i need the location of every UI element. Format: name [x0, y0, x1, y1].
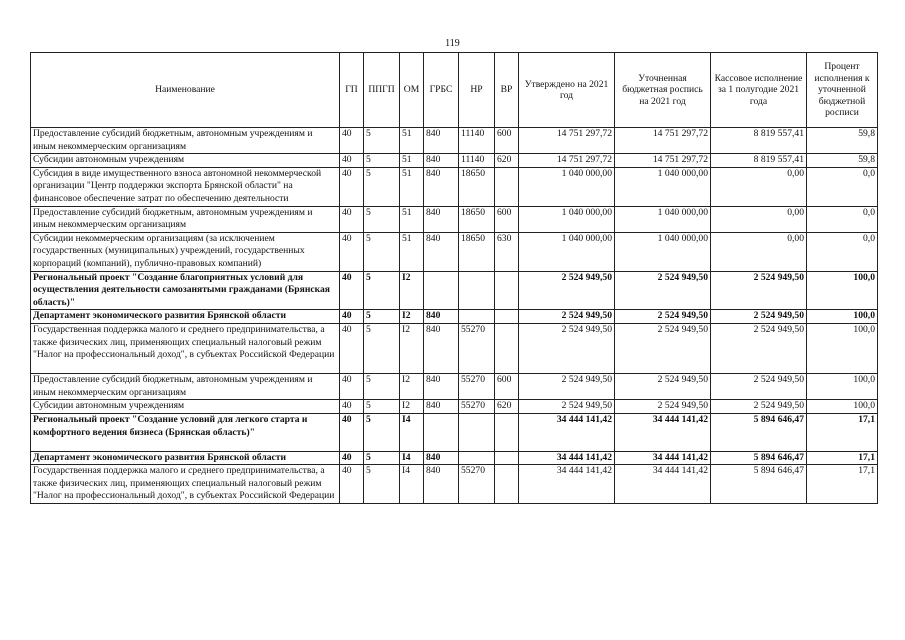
cell-ppgp: 5 — [364, 206, 400, 232]
cell-cash: 2 524 949,50 — [711, 323, 807, 361]
cell-grbs — [424, 413, 459, 439]
cell-ppgp: 5 — [364, 271, 400, 310]
cell-cash: 0,00 — [711, 167, 807, 206]
header-grbs: ГРБС — [424, 53, 459, 128]
cell-ppgp: 5 — [364, 374, 400, 400]
table-row — [31, 465, 878, 504]
cell-gp: 40 — [340, 154, 364, 168]
cell-refined: 34 444 141,42 — [615, 413, 711, 439]
cell-percent: 17,1 — [807, 413, 878, 439]
cell-vr — [495, 323, 519, 361]
table-row — [31, 374, 878, 400]
cell-gp: 40 — [340, 374, 364, 400]
header-approved: Утверждено на 2021 год — [519, 53, 615, 128]
cell-ppgp: 5 — [364, 451, 400, 465]
cell-name: Региональный проект "Создание благоприятных условий для осуществления деятельности самозанятыми гражданами (Брянская область)" — [31, 271, 340, 310]
table-row-spacer — [31, 362, 878, 374]
cell-vr: 630 — [495, 232, 519, 271]
cell-np: 55270 — [459, 374, 495, 400]
budget-execution-table — [30, 52, 878, 504]
cell-om: I2 — [400, 310, 424, 324]
cell-cash: 2 524 949,50 — [711, 271, 807, 310]
cell-approved: 2 524 949,50 — [519, 310, 615, 324]
cell-gp: 40 — [340, 167, 364, 206]
cell-approved: 34 444 141,42 — [519, 465, 615, 504]
cell-np: 11140 — [459, 128, 495, 154]
table-header-row — [31, 53, 878, 128]
cell-name: Государственная поддержка малого и среднего предпринимательства, а также физических лиц, применяющих специальный налоговый режим "Налог на профессиональный доход", в субъектах Российской Федерации — [31, 323, 340, 361]
cell-np: 18650 — [459, 167, 495, 206]
table-row — [31, 271, 878, 310]
cell-percent: 59,8 — [807, 128, 878, 154]
cell-ppgp: 5 — [364, 413, 400, 439]
cell-ppgp: 5 — [364, 154, 400, 168]
cell-np — [459, 310, 495, 324]
cell-grbs: 840 — [424, 400, 459, 414]
cell-gp: 40 — [340, 465, 364, 504]
cell-om: I2 — [400, 271, 424, 310]
cell-om: 51 — [400, 232, 424, 271]
cell-approved: 14 751 297,72 — [519, 128, 615, 154]
cell-cash: 8 819 557,41 — [711, 154, 807, 168]
cell-name: Департамент экономического развития Брянской области — [31, 310, 340, 324]
cell-gp: 40 — [340, 310, 364, 324]
header-name: Наименование — [31, 53, 340, 128]
cell-refined: 1 040 000,00 — [615, 232, 711, 271]
cell-ppgp: 5 — [364, 465, 400, 504]
cell-percent: 100,0 — [807, 374, 878, 400]
cell-np: 11140 — [459, 154, 495, 168]
cell-approved: 1 040 000,00 — [519, 232, 615, 271]
cell-ppgp: 5 — [364, 128, 400, 154]
cell-name: Предоставление субсидий бюджетным, автономным учреждениям и иным некоммерческим организациям — [31, 374, 340, 400]
cell-grbs — [424, 271, 459, 310]
cell-grbs: 840 — [424, 451, 459, 465]
cell-refined: 34 444 141,42 — [615, 451, 711, 465]
cell-name: Субсидии автономным учреждениям — [31, 400, 340, 414]
cell-refined: 1 040 000,00 — [615, 206, 711, 232]
cell-refined: 34 444 141,42 — [615, 465, 711, 504]
cell-cash: 2 524 949,50 — [711, 400, 807, 414]
cell-approved: 1 040 000,00 — [519, 167, 615, 206]
table-row — [31, 128, 878, 154]
cell-vr: 620 — [495, 154, 519, 168]
header-vr: ВР — [495, 53, 519, 128]
cell-om: I2 — [400, 323, 424, 361]
cell-cash: 8 819 557,41 — [711, 128, 807, 154]
cell-name: Субсидия в виде имущественного взноса автономной некоммерческой организации "Центр поддержки экспорта Брянской области" на финансовое обеспечение затрат по обеспечению деятельности — [31, 167, 340, 206]
cell-om: 51 — [400, 206, 424, 232]
cell-ppgp: 5 — [364, 232, 400, 271]
cell-refined: 2 524 949,50 — [615, 400, 711, 414]
cell-vr — [495, 413, 519, 439]
cell-name: Региональный проект "Создание условий для легкого старта и комфортного ведения бизнеса (Брянская область)" — [31, 413, 340, 439]
cell-percent: 17,1 — [807, 451, 878, 465]
cell-gp: 40 — [340, 451, 364, 465]
cell-np: 55270 — [459, 465, 495, 504]
cell-vr: 600 — [495, 374, 519, 400]
cell-np: 55270 — [459, 400, 495, 414]
cell-gp: 40 — [340, 323, 364, 361]
cell-refined: 2 524 949,50 — [615, 374, 711, 400]
cell-vr — [495, 465, 519, 504]
cell-grbs: 840 — [424, 465, 459, 504]
cell-om: I4 — [400, 413, 424, 439]
cell-ppgp: 5 — [364, 167, 400, 206]
cell-grbs: 840 — [424, 154, 459, 168]
cell-approved: 1 040 000,00 — [519, 206, 615, 232]
cell-grbs: 840 — [424, 310, 459, 324]
header-refined: Уточненная бюджетная роспись на 2021 год — [615, 53, 711, 128]
cell-cash: 5 894 646,47 — [711, 465, 807, 504]
cell-vr — [495, 271, 519, 310]
cell-cash: 0,00 — [711, 206, 807, 232]
table-row — [31, 451, 878, 465]
cell-cash: 5 894 646,47 — [711, 451, 807, 465]
cell-np — [459, 413, 495, 439]
cell-approved: 2 524 949,50 — [519, 323, 615, 361]
cell-percent: 17,1 — [807, 465, 878, 504]
cell-refined: 2 524 949,50 — [615, 310, 711, 324]
cell-np: 55270 — [459, 323, 495, 361]
cell-grbs: 840 — [424, 374, 459, 400]
cell-approved: 34 444 141,42 — [519, 413, 615, 439]
cell-om: 51 — [400, 167, 424, 206]
cell-vr — [495, 167, 519, 206]
cell-approved: 2 524 949,50 — [519, 400, 615, 414]
cell-gp: 40 — [340, 271, 364, 310]
cell-np — [459, 451, 495, 465]
cell-cash: 2 524 949,50 — [711, 310, 807, 324]
cell-refined: 14 751 297,72 — [615, 128, 711, 154]
cell-np: 18650 — [459, 232, 495, 271]
table-row — [31, 167, 878, 206]
cell-np: 18650 — [459, 206, 495, 232]
cell-name: Субсидии некоммерческим организациям (за исключением государственных (муниципальных) учреждений, государственных корпораций (компаний), публично-правовых компаний) — [31, 232, 340, 271]
cell-percent: 100,0 — [807, 271, 878, 310]
cell-vr: 620 — [495, 400, 519, 414]
header-percent: Процент исполнения к уточненной бюджетной росписи — [807, 53, 878, 128]
cell-grbs: 840 — [424, 206, 459, 232]
cell-vr — [495, 451, 519, 465]
cell-gp: 40 — [340, 413, 364, 439]
cell-cash: 0,00 — [711, 232, 807, 271]
cell-gp: 40 — [340, 128, 364, 154]
cell-ppgp: 5 — [364, 323, 400, 361]
cell-vr: 600 — [495, 128, 519, 154]
cell-name: Предоставление субсидий бюджетным, автономным учреждениям и иным некоммерческим организациям — [31, 128, 340, 154]
cell-percent: 0,0 — [807, 167, 878, 206]
cell-om: I4 — [400, 451, 424, 465]
cell-om: 51 — [400, 154, 424, 168]
table-row-spacer — [31, 439, 878, 451]
cell-np — [459, 271, 495, 310]
cell-grbs: 840 — [424, 128, 459, 154]
cell-approved: 2 524 949,50 — [519, 374, 615, 400]
table-row — [31, 323, 878, 361]
cell-om: I4 — [400, 465, 424, 504]
header-cash: Кассовое исполнение за 1 полугодие 2021 года — [711, 53, 807, 128]
cell-percent: 59,8 — [807, 154, 878, 168]
cell-approved: 14 751 297,72 — [519, 154, 615, 168]
cell-name: Департамент экономического развития Брянской области — [31, 451, 340, 465]
cell-percent: 100,0 — [807, 310, 878, 324]
cell-approved: 34 444 141,42 — [519, 451, 615, 465]
cell-name: Субсидии автономным учреждениям — [31, 154, 340, 168]
cell-percent: 100,0 — [807, 400, 878, 414]
cell-vr: 600 — [495, 206, 519, 232]
table-row — [31, 400, 878, 414]
cell-gp: 40 — [340, 400, 364, 414]
cell-percent: 0,0 — [807, 206, 878, 232]
cell-cash: 2 524 949,50 — [711, 374, 807, 400]
cell-grbs: 840 — [424, 232, 459, 271]
cell-approved: 2 524 949,50 — [519, 271, 615, 310]
cell-gp: 40 — [340, 232, 364, 271]
header-np: НР — [459, 53, 495, 128]
cell-cash: 5 894 646,47 — [711, 413, 807, 439]
cell-om: I2 — [400, 400, 424, 414]
cell-percent: 0,0 — [807, 232, 878, 271]
page-number: 119 — [445, 38, 460, 49]
cell-refined: 2 524 949,50 — [615, 271, 711, 310]
cell-om: 51 — [400, 128, 424, 154]
cell-refined: 1 040 000,00 — [615, 167, 711, 206]
cell-gp: 40 — [340, 206, 364, 232]
cell-om: I2 — [400, 374, 424, 400]
table-row — [31, 154, 878, 168]
table-row — [31, 310, 878, 324]
cell-name: Государственная поддержка малого и среднего предпринимательства, а также физических лиц, применяющих специальный налоговый режим "Налог на профессиональный доход", в субъектах Российской Федерации — [31, 465, 340, 504]
cell-ppgp: 5 — [364, 310, 400, 324]
header-om: ОМ — [400, 53, 424, 128]
cell-vr — [495, 310, 519, 324]
table-row — [31, 206, 878, 232]
cell-refined: 14 751 297,72 — [615, 154, 711, 168]
header-ppgp: ППГП — [364, 53, 400, 128]
cell-refined: 2 524 949,50 — [615, 323, 711, 361]
table-row — [31, 413, 878, 439]
table-row — [31, 232, 878, 271]
header-gp: ГП — [340, 53, 364, 128]
cell-percent: 100,0 — [807, 323, 878, 361]
cell-grbs: 840 — [424, 167, 459, 206]
cell-ppgp: 5 — [364, 400, 400, 414]
cell-grbs: 840 — [424, 323, 459, 361]
cell-name: Предоставление субсидий бюджетным, автономным учреждениям и иным некоммерческим организациям — [31, 206, 340, 232]
